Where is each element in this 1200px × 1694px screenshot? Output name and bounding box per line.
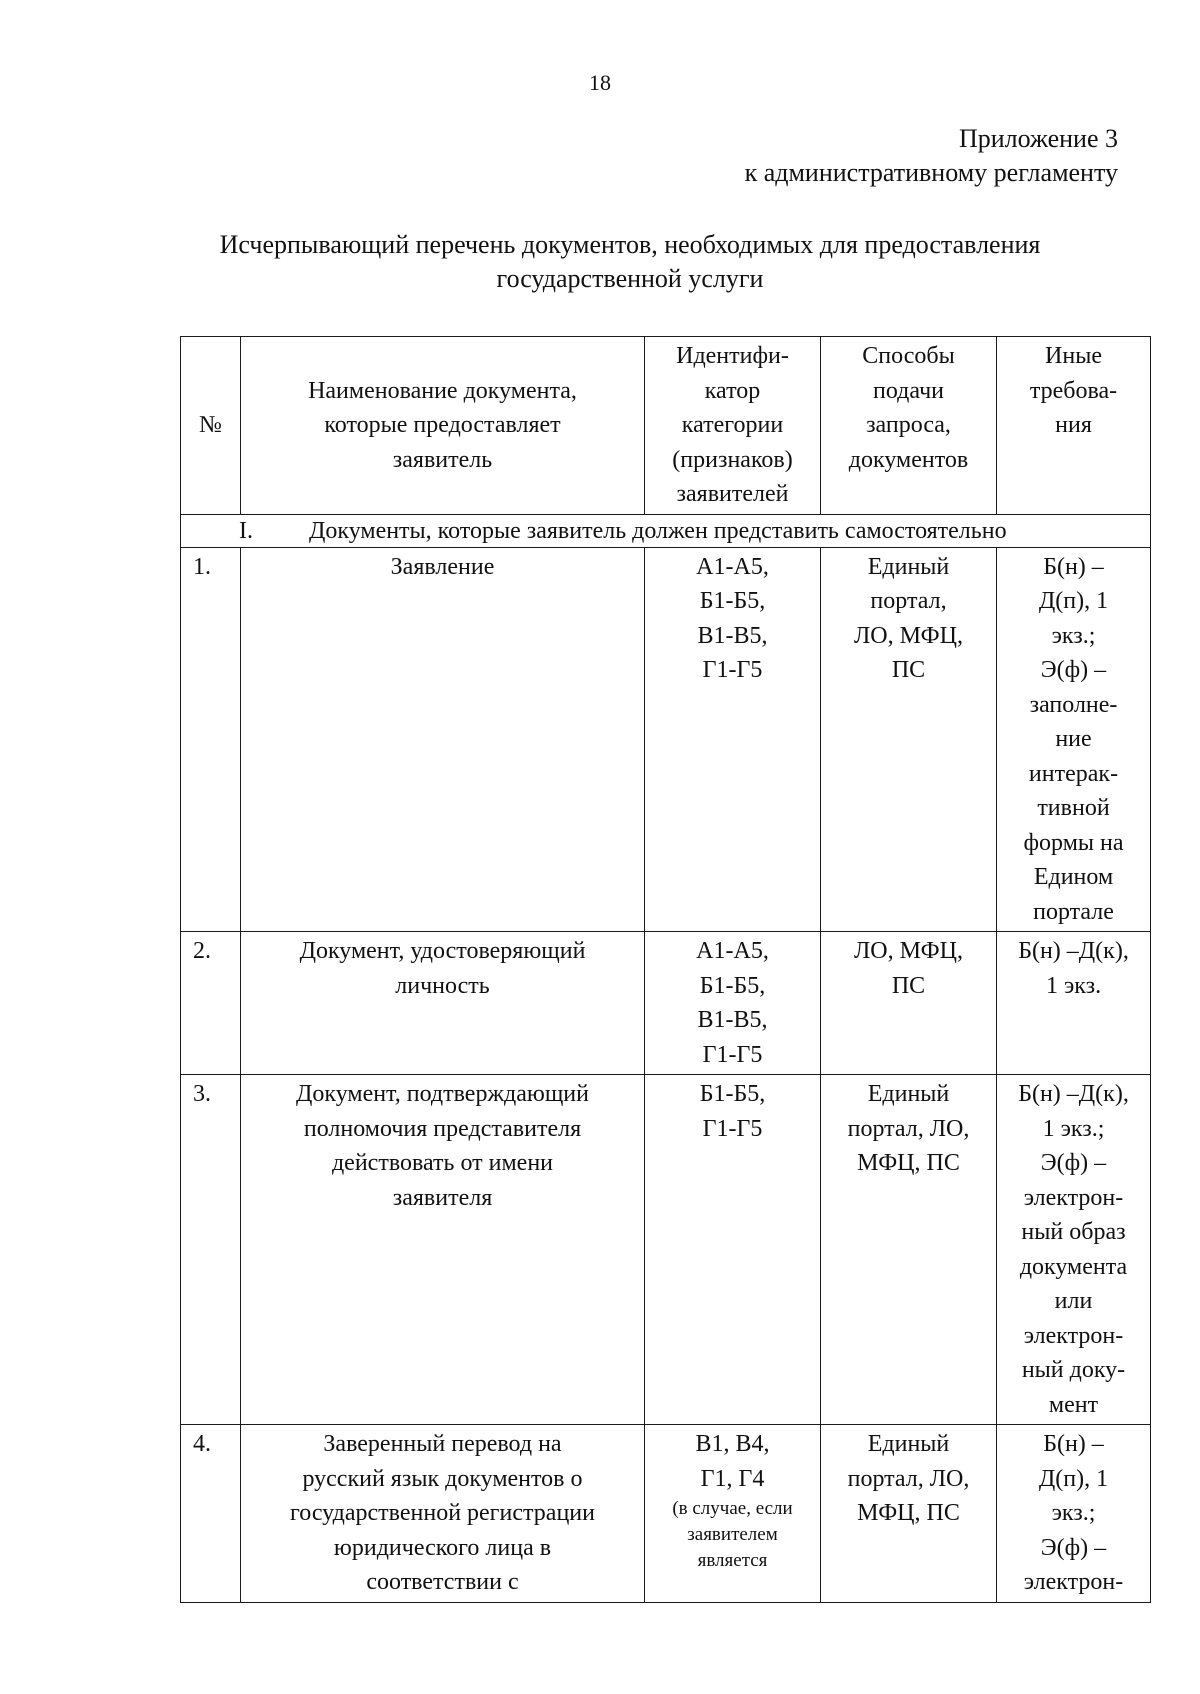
category-identifier-cell — [645, 547, 821, 932]
document-name-cell — [241, 1425, 645, 1603]
table-row — [181, 932, 1151, 1075]
submission-methods-cell — [821, 932, 997, 1075]
header-submission-methods-line: запроса, — [866, 412, 951, 438]
header-other-requirements-line: требова- — [1029, 377, 1118, 404]
other-requirements-cell-line: мент — [1048, 1391, 1099, 1418]
category-identifier-cell-line: Г1, Г4 — [700, 1465, 765, 1492]
document-name-cell-line: Документ, удостоверяющий — [299, 938, 586, 964]
submission-methods-cell-line: Единый — [867, 1081, 950, 1107]
submission-methods-cell-line: портал, ЛО, — [847, 1115, 970, 1142]
document-name-cell — [241, 1075, 645, 1425]
other-requirements-cell-line: портале — [1033, 898, 1114, 925]
other-requirements-cell-line: интерак- — [1028, 760, 1119, 787]
other-requirements-cell-line: заполне- — [1029, 691, 1118, 718]
header-other-requirements-line: Иные — [1045, 343, 1102, 369]
category-identifier-note-line: (в случае, если — [672, 1498, 793, 1519]
other-requirements-cell-line: формы на — [1023, 829, 1124, 856]
header-document-name-line: которые предоставляет — [324, 412, 561, 438]
row-number: 1. — [181, 547, 241, 932]
category-identifier-note-line: заявителем — [687, 1524, 778, 1545]
header-submission-methods-line: Способы — [862, 343, 955, 369]
header-document-name — [241, 337, 645, 515]
other-requirements-cell-line: Э(ф) – — [1040, 1150, 1107, 1176]
appendix-heading — [745, 122, 1118, 190]
other-requirements-cell-line: тивной — [1037, 795, 1110, 821]
row-number: 4. — [181, 1425, 241, 1603]
document-name-cell-line: русский язык документов о — [302, 1465, 583, 1492]
header-submission-methods-line: документов — [848, 446, 969, 473]
document-name-cell-line: действовать от имени — [331, 1150, 554, 1176]
document-name-cell-line: Заявление — [390, 553, 495, 580]
document-name-cell — [241, 932, 645, 1075]
category-identifier-cell-line: Г1-Г5 — [702, 1041, 763, 1068]
other-requirements-cell-line: экз.; — [1051, 622, 1096, 649]
submission-methods-cell-line: ПС — [891, 972, 926, 999]
other-requirements-cell — [997, 1425, 1151, 1603]
appendix-line-2: к административному регламенту — [744, 158, 1118, 187]
other-requirements-cell-line: Д(п), 1 — [1038, 588, 1109, 614]
other-requirements-cell-line: электрон- — [1023, 1569, 1124, 1595]
submission-methods-cell-line: Единый — [867, 553, 950, 580]
other-requirements-cell-line: ние — [1055, 726, 1092, 752]
header-number: № — [181, 337, 241, 515]
row-number: 2. — [181, 932, 241, 1075]
category-identifier-cell-line: Б1-Б5, — [699, 588, 766, 614]
document-name-cell — [241, 547, 645, 932]
other-requirements-cell-line: электрон- — [1023, 1322, 1124, 1349]
category-identifier-cell-line: В1-В5, — [697, 1007, 768, 1033]
header-category-identifier — [645, 337, 821, 515]
other-requirements-cell-line: Б(н) – — [1043, 1431, 1104, 1457]
submission-methods-cell-line: МФЦ, ПС — [857, 1500, 960, 1526]
documents-table — [180, 336, 1151, 1603]
table-row — [181, 1425, 1151, 1603]
document-name-cell-line: юридического лица в — [333, 1534, 552, 1561]
other-requirements-cell — [997, 1075, 1151, 1425]
category-identifier-cell-line: В1, В4, — [695, 1431, 770, 1457]
document-name-cell-line: соответствии с — [366, 1569, 519, 1595]
category-identifier-cell-line: Г1-Г5 — [702, 1115, 763, 1142]
header-other-requirements — [997, 337, 1151, 515]
category-identifier-cell-line: Б1-Б5, — [699, 972, 766, 999]
category-identifier-cell-line: А1-А5, — [696, 938, 769, 964]
category-identifier-cell — [645, 932, 821, 1075]
other-requirements-cell-line: Б(н) –Д(к), — [1018, 938, 1129, 964]
header-category-identifier-line: категории — [681, 412, 784, 438]
header-document-name-line: заявитель — [392, 446, 493, 473]
document-name-cell-line: заявителя — [392, 1184, 493, 1211]
other-requirements-cell-line: документа — [1019, 1253, 1128, 1280]
document-title — [140, 228, 1120, 296]
other-requirements-cell-line: Б(н) – — [1043, 553, 1104, 580]
document-name-cell-line: личность — [395, 972, 490, 999]
other-requirements-cell-line: электрон- — [1023, 1184, 1124, 1211]
appendix-line-1: Приложение 3 — [958, 124, 1118, 153]
table-row — [181, 547, 1151, 932]
category-identifier-cell — [645, 1425, 821, 1603]
other-requirements-cell-line: Едином — [1033, 864, 1114, 890]
category-identifier-cell-line: Г1-Г5 — [702, 657, 763, 683]
other-requirements-cell-line: Э(ф) – — [1040, 1534, 1107, 1561]
other-requirements-cell-line: Э(ф) – — [1040, 657, 1107, 683]
other-requirements-cell-line: экз.; — [1051, 1500, 1096, 1526]
row-number: 3. — [181, 1075, 241, 1425]
document-title-line-1: Исчерпывающий перечень документов, необходимых для предоставления — [219, 230, 1041, 259]
header-category-identifier-line: Идентифи- — [676, 343, 789, 369]
submission-methods-cell-line: Единый — [867, 1431, 950, 1457]
category-identifier-cell-line: А1-А5, — [696, 553, 769, 580]
submission-methods-cell-line: ПС — [891, 657, 926, 683]
header-category-identifier-line: катор — [704, 377, 761, 404]
submission-methods-cell — [821, 547, 997, 932]
header-submission-methods — [821, 337, 997, 515]
other-requirements-cell-line: 1 экз.; — [1042, 1115, 1105, 1142]
document-name-cell-line: Заверенный перевод на — [323, 1431, 562, 1457]
submission-methods-cell — [821, 1075, 997, 1425]
category-identifier-cell-line: В1-В5, — [697, 622, 768, 649]
header-other-requirements-line: ния — [1055, 412, 1092, 438]
other-requirements-cell-line: 1 экз. — [1045, 972, 1102, 999]
category-identifier-cell-line: Б1-Б5, — [699, 1081, 766, 1107]
other-requirements-cell-line: ный доку- — [1021, 1357, 1126, 1383]
submission-methods-cell-line: ЛО, МФЦ, — [854, 622, 963, 649]
category-identifier-cell — [645, 1075, 821, 1425]
submission-methods-cell-line: МФЦ, ПС — [857, 1150, 960, 1176]
header-category-identifier-line: (признаков) — [672, 446, 793, 473]
header-submission-methods-line: подачи — [873, 377, 944, 404]
submission-methods-cell — [821, 1425, 997, 1603]
document-name-cell-line: Документ, подтверждающий — [296, 1081, 589, 1107]
document-name-cell-line: государственной регистрации — [289, 1500, 595, 1526]
table-header-row — [181, 337, 1151, 515]
section-roman-numeral: I. — [239, 517, 253, 544]
other-requirements-cell — [997, 547, 1151, 932]
document-name-cell-line: полномочия представителя — [303, 1115, 582, 1142]
other-requirements-cell-line: Д(п), 1 — [1038, 1465, 1109, 1492]
section-heading — [181, 514, 1151, 547]
other-requirements-cell-line: Б(н) –Д(к), — [1018, 1081, 1129, 1107]
other-requirements-cell-line: ный образ — [1021, 1219, 1126, 1245]
submission-methods-cell-line: портал, ЛО, — [847, 1465, 970, 1492]
submission-methods-cell-line: ЛО, МФЦ, — [854, 938, 963, 964]
other-requirements-cell-line: или — [1054, 1288, 1093, 1314]
table-row — [181, 1075, 1151, 1425]
section-row — [181, 514, 1151, 547]
header-category-identifier-line: заявителей — [676, 481, 789, 507]
header-document-name-line: Наименование документа, — [308, 377, 577, 404]
category-identifier-note-line: является — [697, 1550, 768, 1571]
document-title-line-2: государственной услуги — [496, 264, 764, 293]
other-requirements-cell — [997, 932, 1151, 1075]
section-title: Документы, которые заявитель должен представить самостоятельно — [309, 517, 1007, 544]
submission-methods-cell-line: портал, — [870, 588, 947, 614]
page-number: 18 — [589, 70, 611, 95]
